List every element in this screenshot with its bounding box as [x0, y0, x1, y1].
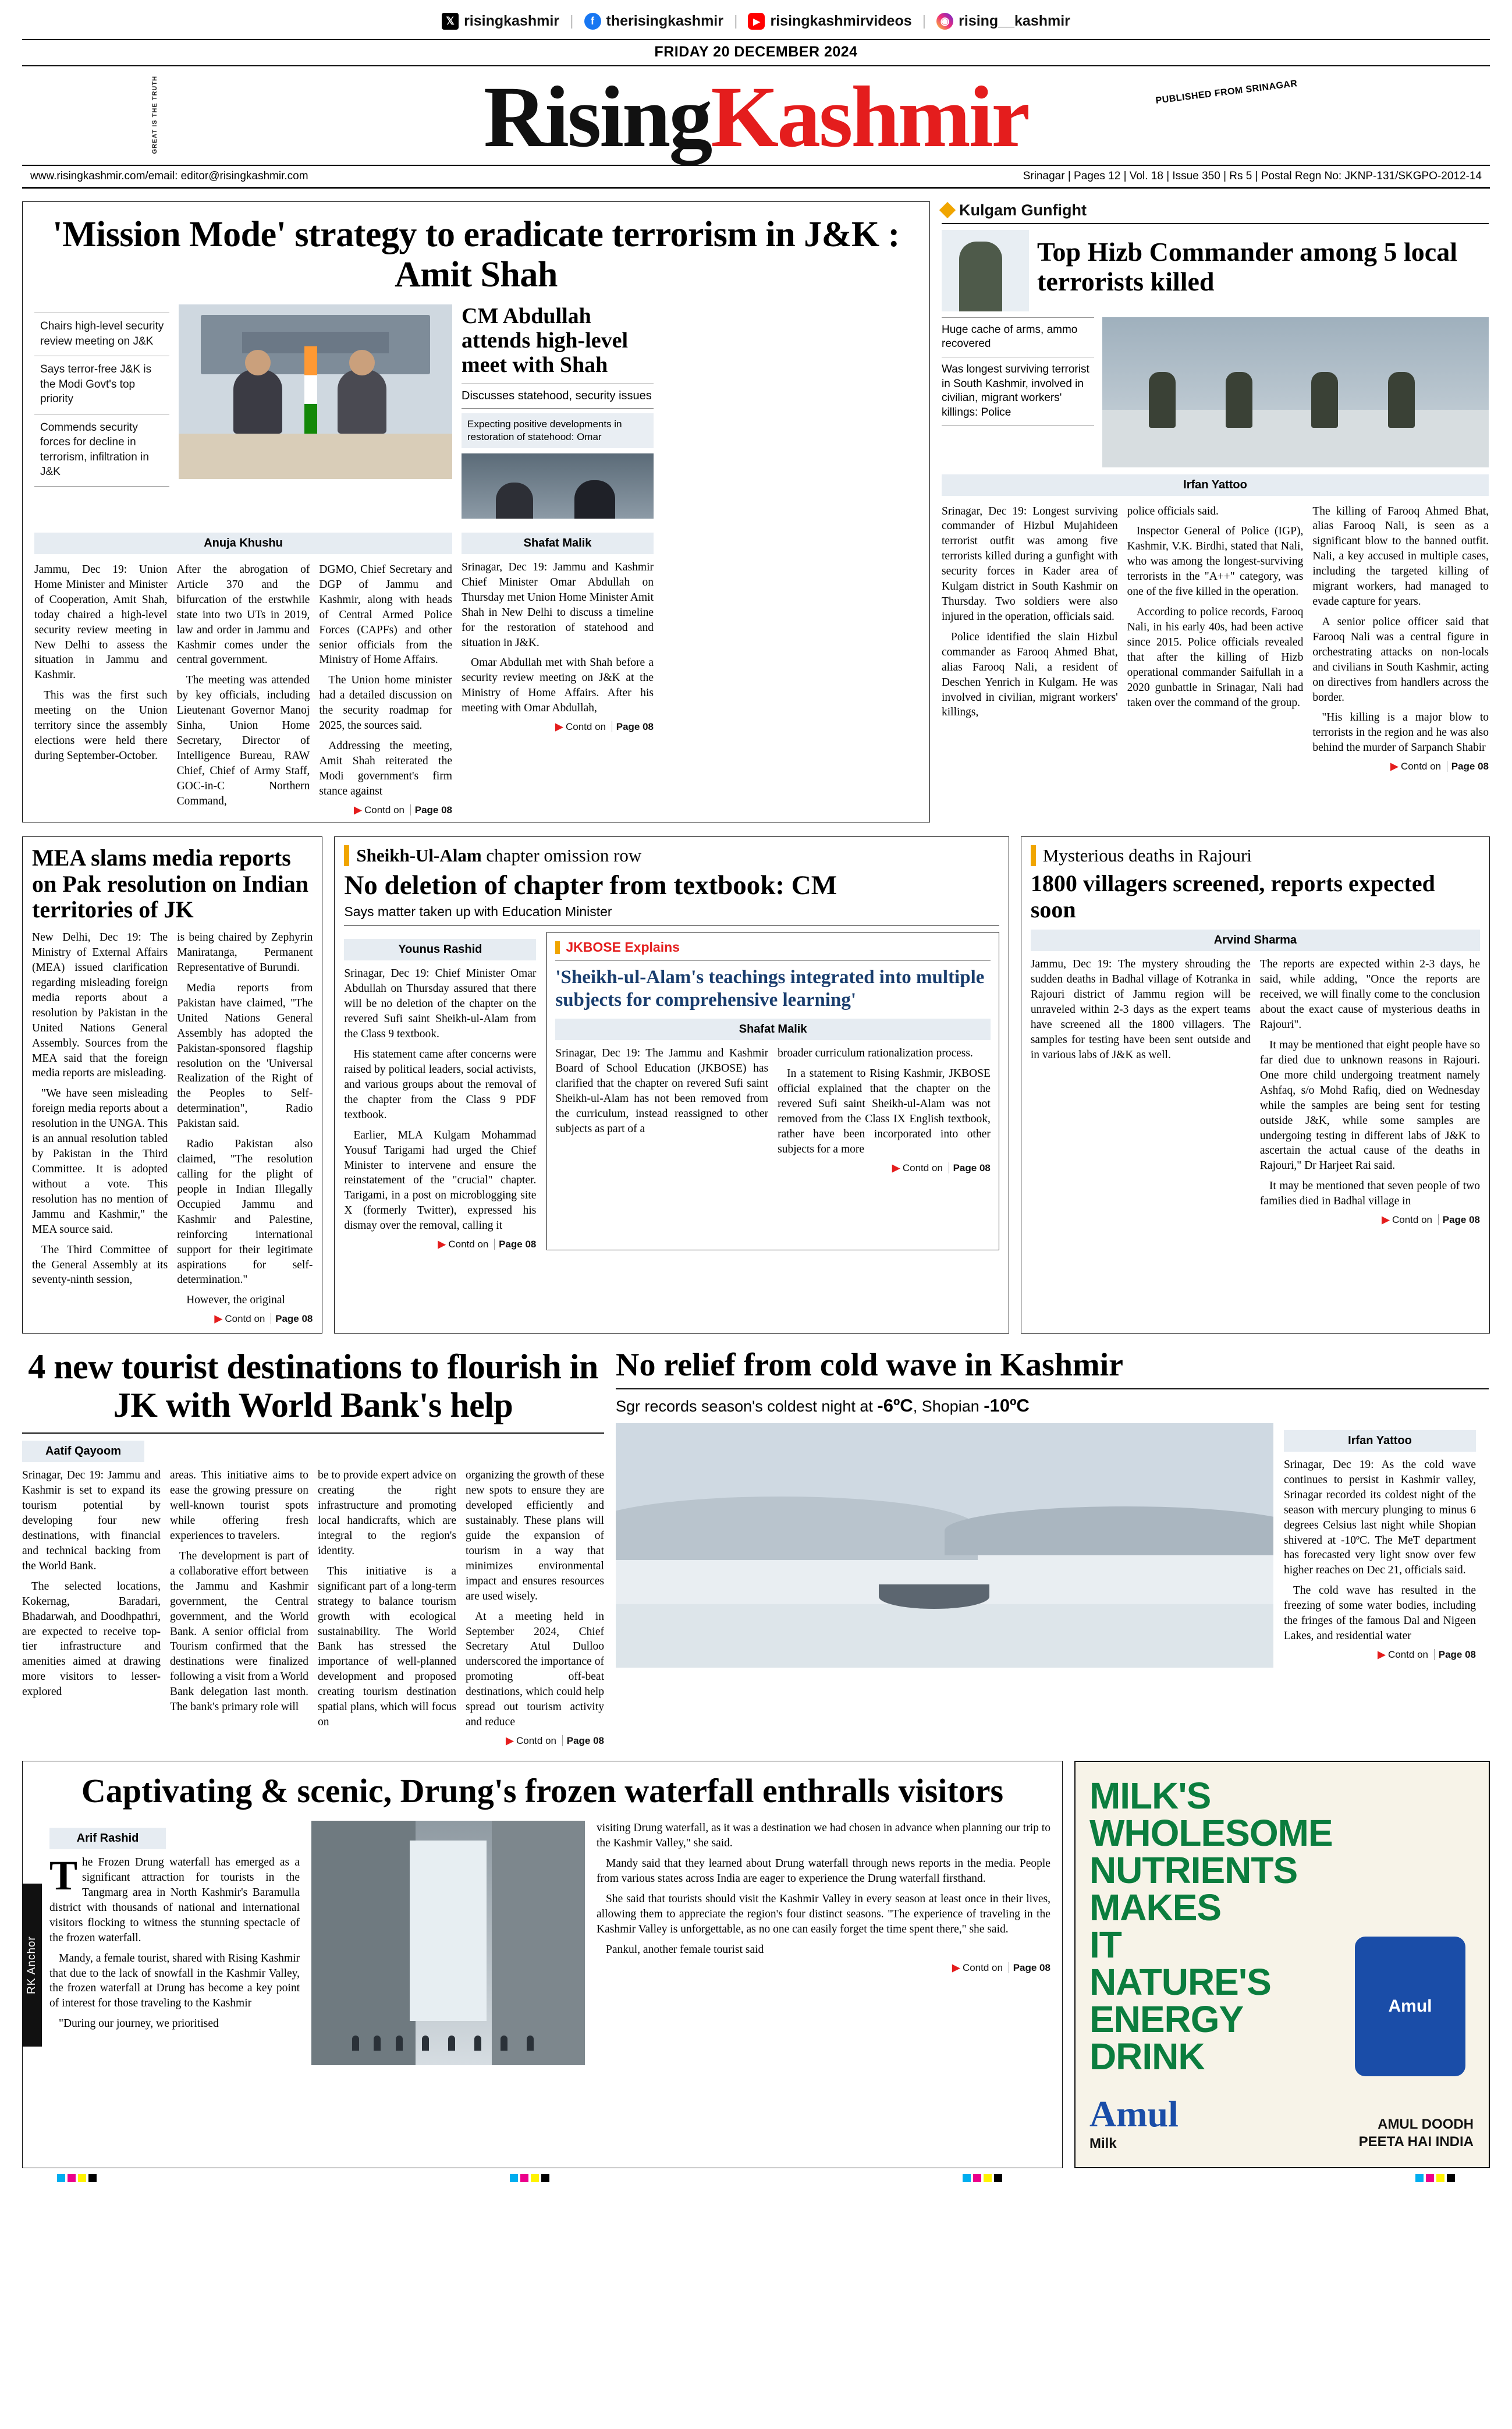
- rajouri-contd[interactable]: ▶ Contd on Page 08: [1382, 1214, 1480, 1226]
- info-line: [22, 165, 1490, 189]
- website-email[interactable]: www.risingkashmir.com/email: editor@risingkashmir.com: [30, 169, 308, 182]
- tourist-para: be to provide expert advice on creating the right infrastructure and promoting local handicrafts, which are integral to the region's identity.: [318, 1469, 456, 1557]
- ad-line-3: NUTRIENTS: [1089, 1849, 1298, 1891]
- kulgam-story: [942, 201, 1489, 822]
- rajouri-story: [1021, 836, 1490, 1334]
- ad-line-5: IT: [1089, 1923, 1121, 1966]
- second-band: [22, 836, 1490, 1334]
- feature-para: "During our journey, we prioritised: [59, 2017, 219, 2030]
- cm-shah-headline[interactable]: CM Abdullah attends high-level meet with Shah: [462, 304, 629, 377]
- cm-shah-para: Omar Abdullah met with Shah before a security review meeting on J&K at the Ministry of Home Affairs. After his meeting with Omar Abdullah,: [462, 657, 654, 715]
- cold-deck: [616, 1395, 1489, 1416]
- fourth-band: [22, 1761, 1490, 2168]
- ad-line-8: DRINK: [1089, 2035, 1205, 2077]
- tourist-para: The selected locations, Kokernag, Baradari, Bhadarwah, and Doodhpathri, are expected to receive top-tier infrastructure and amenities aimed at drawing more visitors to lesser-explored: [22, 1580, 161, 1698]
- mea-para: However, the original: [186, 1294, 285, 1307]
- contd-label: Contd on: [902, 1162, 943, 1173]
- jkbose-tag: [555, 939, 990, 960]
- contd-label: Contd on: [364, 804, 405, 815]
- mea-para: Media reports from Pakistan have claimed, "The United Nations General Assembly has adopted the Pakistan-sponsored flagship resolution on the 'Universal Realization of the Right of the Peoples to Self-determination", Radio Pakistan said.: [177, 981, 313, 1130]
- cold-photo: [616, 1423, 1273, 1668]
- amul-logo-sub: Milk: [1089, 2135, 1117, 2151]
- lead-para: The meeting was attended by key officials, including Lieutenant Governor Manoj Sinha, Union Home Secretary, Director of Intelligence Bureau, RAW Chief, Chief of Army Staff, GOC-in-C Northern Command,: [176, 674, 310, 807]
- rk-anchor-tab: RK Anchor: [22, 1884, 42, 2047]
- cold-wave-story: [616, 1348, 1489, 1747]
- social-item-x[interactable]: [442, 13, 559, 30]
- rajouri-para: It may be mentioned that eight people have so far died due to unknown reasons in Rajouri. One more child undergoing treatment namely Ashfaq, s/o Mohd Rafiq, died on Wednesday while the samples are being sent for testing outside J&K, while some samples are undergoing testing in different labs of J&K to ascertain the actual cause of the deaths in Rajouri," Dr Harjeet Rai said.: [1259, 1038, 1480, 1172]
- date-line: FRIDAY 20 DECEMBER 2024: [22, 39, 1490, 66]
- sheikh-contd[interactable]: ▶ Contd on Page 08: [438, 1239, 537, 1250]
- contd-page: Page 08: [271, 1313, 313, 1324]
- ad-line-7: ENERGY: [1089, 1998, 1244, 2040]
- instagram-icon: ◉: [936, 13, 953, 30]
- cold-deck-pre: Sgr records season's coldest night at: [616, 1397, 873, 1415]
- cm-shah-sub2: Expecting positive developments in restoration of statehood: Omar: [462, 413, 654, 448]
- social-bar: [22, 0, 1490, 36]
- reg-mark: [1415, 2174, 1455, 2182]
- reg-mark: [510, 2174, 549, 2182]
- lead-story: [22, 201, 930, 822]
- youtube-icon: ▶: [748, 13, 765, 30]
- feature-para: Mandy said that they learned about Drung waterfall through news reports in the media. People from various states across India are eager to experience the Drung waterfall firsthand.: [597, 1857, 1050, 1885]
- kulgam-para: police officials said.: [1127, 505, 1219, 517]
- advertisement-amul[interactable]: [1074, 1761, 1490, 2168]
- cm-shah-photo: [462, 453, 654, 519]
- cold-byline: Irfan Yattoo: [1284, 1430, 1476, 1452]
- contd-label: Contd on: [516, 1735, 556, 1746]
- kulgam-para: Police identified the slain Hizbul commander as Farooq Ahmed Bhat, alias Farooq Nali, a resident of Deschen Yenrich in Kulgam. He was involved in civilian, migrant workers' killings,: [942, 630, 1118, 719]
- rajouri-headline[interactable]: 1800 villagers screened, reports expected soon: [1030, 870, 1435, 923]
- sheikh-para: His statement came after concerns were raised by political leaders, social activists, and various groups about the removal of the chapter from the Class 9 PDF textbook.: [344, 1048, 537, 1121]
- feature-para: She said that tourists should visit the Kashmir Valley in every season at least once in their lives, allowing them to appreciate the region's four distinct seasons. "The experience of traveling in the Kashmir Valley is unforgettable, as no one can easily forget the time spent there," she said.: [597, 1892, 1050, 1935]
- lead-headline[interactable]: 'Mission Mode' strategy to eradicate terrorism in J&K : Amit Shah: [52, 214, 900, 295]
- social-item-instagram[interactable]: [936, 13, 1070, 30]
- cm-shah-contd[interactable]: ▶ Contd on Page 08: [555, 721, 654, 733]
- lead-para: This was the first such meeting on the Union territory since the assembly elections were held there during September-October.: [34, 689, 168, 763]
- feature-para: visiting Drung waterfall, as it was a destination we had chosen in advance when planning our trip to the Kashmir Valley," she said.: [597, 1822, 1050, 1849]
- amul-logo: Amul: [1089, 2093, 1179, 2134]
- kulgam-para: Srinagar, Dec 19: Longest surviving commander of Hizbul Mujahideen terrorist outfit was among five terrorists killed during a gunfight with security forces in Kader area of Kulgam district in South Kashmir on Thursday. Two soldiers were also injured in the operation, officials said.: [942, 505, 1118, 623]
- contd-label: Contd on: [962, 1962, 1003, 1974]
- social-handle-youtube: risingkashmirvideos: [770, 13, 912, 29]
- contd-page: Page 08: [1438, 1214, 1480, 1225]
- kulgam-byline: Irfan Yattoo: [942, 474, 1489, 496]
- cold-headline[interactable]: No relief from cold wave in Kashmir: [616, 1348, 1489, 1389]
- tourist-para: At a meeting held in September 2024, Chief Secretary Atul Dulloo underscored the importance of promoting off-beat destinations, which could help spread out tourism activity and reduce: [466, 1610, 604, 1729]
- ad-line-1: MILK'S: [1089, 1774, 1211, 1817]
- social-handle-x: risingkashmir: [464, 13, 560, 29]
- lead-bullets: [34, 304, 169, 519]
- kulgam-headline[interactable]: Top Hizb Commander among 5 local terrorists killed: [1037, 236, 1458, 297]
- sheikh-tab-title: [344, 845, 999, 866]
- lead-photo: [179, 304, 452, 479]
- contd-page: Page 08: [1447, 761, 1489, 772]
- sheikh-byline: Younus Rashid: [344, 939, 536, 960]
- tourist-para: areas. This initiative aims to ease the growing pressure on well-known tourist spots while offering fresh experiences to travelers.: [170, 1469, 308, 1542]
- reg-mark: [57, 2174, 97, 2182]
- contd-label: Contd on: [1388, 1648, 1428, 1660]
- kulgam-fact: Was longest surviving terrorist in South Kashmir, involved in civilian, migrant workers' killings: Police: [942, 357, 1094, 426]
- kulgam-facts: [942, 317, 1094, 467]
- sheikh-tab-bold: Sheikh-Ul-Alam: [356, 845, 482, 866]
- lead-para: Addressing the meeting, Amit Shah reiterated the Modi government's firm stance against: [319, 740, 453, 797]
- jkbose-tag-label: JKBOSE Explains: [566, 939, 680, 955]
- lead-contd[interactable]: ▶ Contd on Page 08: [354, 804, 453, 815]
- contd-label: Contd on: [448, 1239, 489, 1250]
- social-handle-instagram: rising__kashmir: [959, 13, 1070, 29]
- contd-label: Contd on: [1401, 761, 1442, 772]
- masthead-title-kashmir: Kashmir: [711, 69, 1029, 165]
- tourist-para: Srinagar, Dec 19: Jammu and Kashmir is set to expand its tourism potential by developing four new destinations, with financial and technical backing from the World Bank.: [22, 1469, 161, 1572]
- cold-para: The cold wave has resulted in the freezing of some water bodies, including the fringes of the famous Dal and Nigeen Lakes, and residential water: [1284, 1584, 1476, 1643]
- masthead-title: [483, 69, 1029, 165]
- social-item-facebook[interactable]: [584, 13, 723, 30]
- lead-para: DGMO, Chief Secretary and DGP of Jammu and Kashmir, along with heads of Central Armed Police Forces (CAPFs) and other senior officials from the Ministry of Home Affairs.: [319, 563, 453, 666]
- rajouri-byline: Arvind Sharma: [1031, 930, 1480, 951]
- contd-label: Contd on: [1392, 1214, 1432, 1226]
- mea-story: [22, 836, 322, 1334]
- kulgam-illustration: [942, 230, 1029, 311]
- tourist-headline[interactable]: 4 new tourist destinations to flourish in JK with World Bank's help: [28, 1348, 598, 1425]
- kulgam-photo: [1102, 317, 1489, 467]
- feature-story: [22, 1761, 1063, 2168]
- feature-para: The Frozen Drung waterfall has emerged as a significant attraction for tourists in the Tangmarg area in North Kashmir's Baramulla district with thousands of national and international visitors flocking to witness the stunning spectacle of the frozen waterfall.: [49, 1852, 300, 1944]
- facebook-icon: f: [584, 13, 601, 30]
- cold-temp-shopian: -10ºC: [984, 1395, 1030, 1416]
- cold-contd[interactable]: ▶ Contd on Page 08: [1378, 1648, 1476, 1660]
- contd-page: Page 08: [1009, 1962, 1050, 1973]
- cm-shah-story: [462, 304, 654, 519]
- amul-tagline-line1: AMUL DOODH: [1378, 2116, 1474, 2132]
- lead-para: The Union home minister had a detailed discussion on the security roadmap for 2025, the sources said.: [319, 674, 453, 732]
- contd-page: Page 08: [562, 1735, 604, 1746]
- kulgam-contd[interactable]: ▶ Contd on Page 08: [1390, 761, 1489, 772]
- tourist-para: This initiative is a significant part of a long-term strategy to balance tourism growth with ecological sustainability. The World Bank has stressed the importance of well-planned development and proposed creating tourism destination spatial plans, which will focus on: [318, 1565, 456, 1729]
- kulgam-fact: Huge cache of arms, ammo recovered: [942, 317, 1094, 357]
- divider: |: [570, 13, 574, 29]
- ad-line-4: MAKES: [1089, 1886, 1222, 1928]
- sheikh-para: Earlier, MLA Kulgam Mohammad Yousuf Tarigami had urged the Chief Minister to intervene and ensure the reinstatement of the "crucial" chapter. Tarigami, in a post on microblogging site X (formerly Twitter), expressed his dismay over the removal, calling it: [344, 1129, 537, 1232]
- lead-row: [22, 201, 1490, 822]
- kulgam-para: The killing of Farooq Ahmed Bhat, alias Farooq Nali, is seen as a significant blow to the banned outfit. Nali, a key accused in multiple cases, including the targeted killing of migrant workers, had managed to evade capture for years.: [1312, 505, 1489, 608]
- contd-page: Page 08: [1434, 1649, 1476, 1660]
- lead-byline: Anuja Khushu: [34, 533, 452, 554]
- cm-shah-byline: Shafat Malik: [462, 533, 654, 554]
- contd-page: Page 08: [410, 804, 452, 815]
- gold-bar-icon: [555, 941, 560, 954]
- lead-bullet: Commends security forces for decline in terrorism, infiltration in J&K: [34, 414, 169, 487]
- contd-page: Page 08: [494, 1239, 536, 1250]
- cold-deck-mid: , Shopian: [913, 1397, 979, 1415]
- jkbose-para: Srinagar, Dec 19: The Jammu and Kashmir Board of School Education (JKBOSE) has clarified that the chapter on revered Sufi saint Sheikh-ul-Alam has not been removed from the curriculum, instead reassigned to other subjects as part of a: [555, 1047, 769, 1135]
- sheikh-para: Srinagar, Dec 19: Chief Minister Omar Abdullah on Thursday assured that there will be no deletion of the chapter on the revered Sufi saint Sheikh-ul-Alam from the Class 9 textbook.: [344, 967, 537, 1041]
- amul-tagline-line2: PEETA HAI INDIA: [1358, 2133, 1474, 2150]
- feature-headline[interactable]: Captivating & scenic, Drung's frozen waterfall enthralls visitors: [81, 1771, 1004, 1810]
- masthead-vertical-tag: GREAT IS THE TRUTH: [151, 75, 158, 154]
- amul-tagline: [1359, 2116, 1474, 2151]
- rajouri-kicker: [1031, 845, 1480, 866]
- contd-page: Page 08: [612, 721, 654, 732]
- feature-para: Pankul, another female tourist said: [606, 1943, 764, 1956]
- jkbose-explains-box: [546, 932, 999, 1250]
- social-item-youtube[interactable]: [748, 13, 911, 30]
- lead-bullet: Chairs high-level security review meeting on J&K: [34, 313, 169, 356]
- contd-page: Page 08: [949, 1162, 991, 1173]
- feature-contd[interactable]: ▶ Contd on Page 08: [952, 1962, 1050, 1974]
- mea-headline[interactable]: MEA slams media reports on Pak resolution on Indian territories of JK: [32, 844, 308, 923]
- cold-temp-srinagar: -6ºC: [877, 1395, 913, 1416]
- kulgam-para: A senior police officer said that Farooq Nali was a central figure in orchestrating attacks on non-locals and civilians in South Kashmir, acting on directives from handlers across the border.: [1312, 615, 1489, 704]
- cm-shah-sub1: Discusses statehood, security issues: [462, 384, 654, 409]
- contd-label: Contd on: [225, 1313, 265, 1325]
- divider: |: [922, 13, 927, 29]
- tourist-story: [22, 1348, 604, 1747]
- gold-bar-icon: [1031, 845, 1036, 866]
- third-band: [22, 1348, 1490, 1747]
- sheikh-headline[interactable]: No deletion of chapter from textbook: CM: [344, 870, 837, 900]
- jkbose-byline: Shafat Malik: [555, 1019, 990, 1040]
- tourist-para: organizing the growth of these new spots to ensure they are developed efficiently and sustainably. These plans will guide the expansion of tourism in a way that minimizes environmental impact and ensures resources are used wisely.: [466, 1469, 604, 1602]
- cm-shah-para: Srinagar, Dec 19: Jammu and Kashmir Chief Minister Omar Abdullah on Thursday met Union Home Minister Amit Shah in New Delhi to discuss a timeline for the restoration of statehood and situation in J&K.: [462, 561, 654, 649]
- tourist-para: The development is part of a collaborative effort between the Jammu and Kashmir government, the Central government, and the World Bank. A senior official from Tourism confirmed that the destinations were finalized following a visit from a World Bank delegation last month. The bank's primary role will: [170, 1549, 308, 1714]
- sheikh-story: [334, 836, 1009, 1334]
- feature-byline: Arif Rashid: [49, 1828, 166, 1849]
- jkbose-para: broader curriculum rationalization process.: [778, 1047, 973, 1060]
- mea-para: is being chaired by Zephyrin Maniratanga, Permanent Representative of Burundi.: [177, 931, 313, 974]
- mea-contd[interactable]: ▶ Contd on Page 08: [214, 1313, 313, 1325]
- rajouri-para: The reports are expected within 2-3 days, he said, while adding, "Once the reports are received, we will finally come to the conclusion about the exact cause of mysterious deaths in Rajouri".: [1259, 958, 1480, 1031]
- gold-bar-icon: [344, 845, 349, 866]
- mea-para: Radio Pakistan also claimed, "The resolution calling for the plight of people in Indian Illegally Occupied Jammu and Kashmir and Palestine, reinforcing international support for their legitimate aspirations for self-determination.": [177, 1138, 313, 1286]
- lead-para: After the abrogation of Article 370 and the bifurcation of the erstwhile state into two UTs in 2019, law and order in Jammu and Kashmir comes under the central government.: [176, 563, 310, 666]
- kulgam-kicker: [942, 201, 1489, 224]
- kulgam-para: "His killing is a major blow to terrorists in the region and he was also behind the murder of Sarpanch Shabir: [1312, 711, 1489, 754]
- sheikh-tab-plain: chapter omission row: [486, 845, 642, 866]
- mea-para: "We have seen misleading foreign media reports about a resolution in the UNGA. This is an annual resolution tabled by Pakistan in the Third Committee. It is adopted without a vote. This resolution has no mention of Jammu and Kashmir," the MEA source said.: [32, 1087, 168, 1236]
- lead-bullet: Says terror-free J&K is the Modi Govt's top priority: [34, 356, 169, 414]
- jkbose-headline[interactable]: 'Sheikh-ul-Alam's teachings integrated into multiple subjects for comprehensive learning': [555, 967, 985, 1011]
- ad-line-6: NATURE'S: [1089, 1960, 1271, 2003]
- lead-para: Jammu, Dec 19: Union Home Minister and Minister of Cooperation, Amit Shah, today chaired a high-level security review meeting in New Delhi to assess the situation in Jammu and Kashmir.: [34, 563, 168, 682]
- edition-details: Srinagar | Pages 12 | Vol. 18 | Issue 350 | Rs 5 | Postal Regn No: JKNP-131/SKGPO-2012-14: [1023, 169, 1482, 182]
- rajouri-kicker-label: Mysterious deaths in Rajouri: [1042, 845, 1252, 866]
- registration-marks: [22, 2168, 1490, 2182]
- mea-para: New Delhi, Dec 19: The Ministry of External Affairs (MEA) issued clarification regarding misleading foreign media reports about a resolution by Pakistan in the United Nations General Assembly. Sources from the MEA said that the foreign media reports are misleading.: [32, 931, 168, 1080]
- masthead-title-rising: Rising: [483, 69, 711, 165]
- kulgam-para: Inspector General of Police (IGP), Kashmir, V.K. Birdhi, stated that Nali, who was among the longest-surviving terrorists in the "A++" category, was one of the five killed in the operation.: [1127, 525, 1304, 598]
- rajouri-para: Jammu, Dec 19: The mystery shrouding the sudden deaths in Badhal village of Kotranka in Rajouri district of Jammu region will be unraveled within 2-3 days as the expert teams have screened all the 1800 villagers. The samples for testing have been sent outside and in various labs of J&K as well.: [1030, 958, 1251, 1061]
- feature-photo: [311, 1821, 585, 2065]
- masthead: [22, 66, 1490, 165]
- jkbose-para: In a statement to Rising Kashmir, JKBOSE official explained that the chapter on the revered Sufi saint Sheikh-ul-Alam was not removed from the Class IX English textbook, rather have been incorporated into other subjects for a more: [778, 1068, 991, 1155]
- amul-pack-image: Amul: [1355, 1937, 1465, 2076]
- kulgam-para: According to police records, Farooq Nali, in his early 40s, had been active since 2015. Police officials revealed that after the killing of Hizb operational commander Saifullah in a 2020 gunbattle in Srinagar, Nali had taken over the command of the group.: [1127, 606, 1304, 709]
- kulgam-kicker-label: Kulgam Gunfight: [959, 201, 1087, 219]
- ad-line-2: WHOLESOME: [1089, 1811, 1333, 1854]
- mea-para: The Third Committee of the General Assembly at its seventy-ninth session,: [32, 1243, 168, 1286]
- published-from: PUBLISHED FROM SRINAGAR: [1155, 79, 1298, 106]
- contd-label: Contd on: [566, 721, 606, 733]
- cold-para: Srinagar, Dec 19: As the cold wave continues to persist in Kashmir valley, Srinagar recorded its coldest night of the season with mercury plunging to minus 6 degrees Celsius last night while Shopian shivered at -10ºC. The MeT department has forecasted very light snow over few higher reaches on Dec 21, officials said.: [1284, 1458, 1476, 1577]
- sheikh-deck: Says matter taken up with Education Minister: [344, 904, 612, 920]
- feature-para: Mandy, a female tourist, shared with Rising Kashmir that due to the lack of snowfall in the Kashmir Valley, the frozen waterfall at Drung has become a key point of interest for those traveling to the Kashmir: [49, 1952, 300, 2010]
- reg-mark: [963, 2174, 1002, 2182]
- jkbose-contd[interactable]: ▶ Contd on Page 08: [892, 1162, 991, 1173]
- social-handle-facebook: therisingkashmir: [606, 13, 723, 29]
- x-icon: 𝕏: [442, 13, 459, 30]
- diamond-icon: [939, 202, 956, 218]
- tourist-contd[interactable]: ▶ Contd on Page 08: [506, 1735, 604, 1746]
- rajouri-para: It may be mentioned that seven people of two families died in Badhal village in: [1259, 1180, 1480, 1208]
- divider: |: [733, 13, 738, 29]
- tourist-byline: Aatif Qayoom: [22, 1441, 144, 1462]
